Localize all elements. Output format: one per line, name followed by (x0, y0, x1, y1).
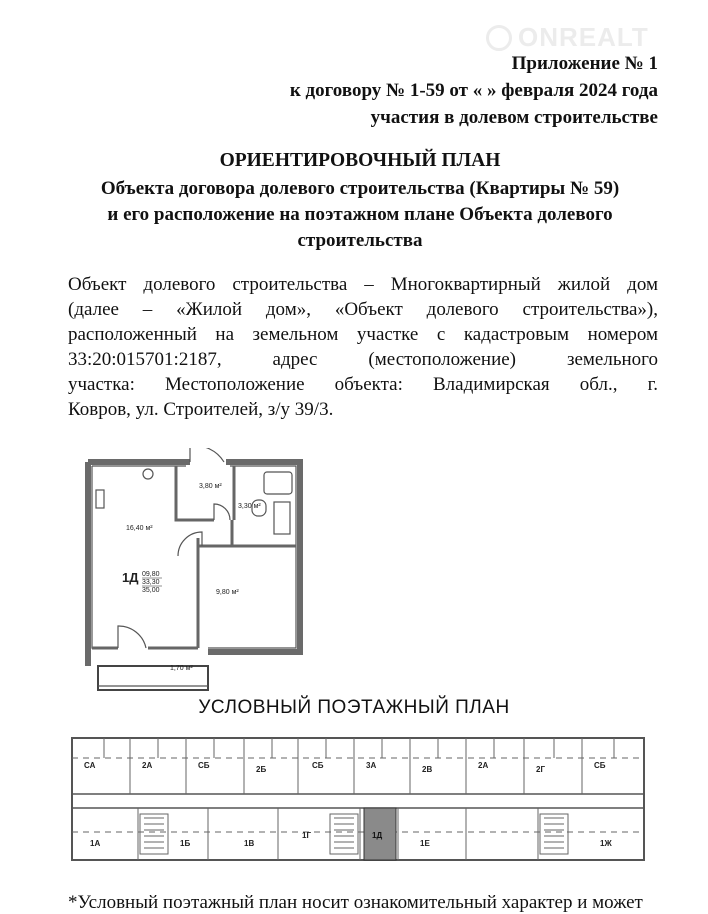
floor-plan (68, 728, 648, 868)
unit-label: 3А (366, 761, 377, 770)
unit-label: 1А (90, 839, 101, 848)
apartment-type: 1Д (122, 570, 139, 585)
unit-label: 1Ж (600, 839, 612, 848)
description-line: участка: Местоположение объекта: Владимирская обл., г. (68, 374, 658, 395)
appendix-header (290, 50, 658, 131)
room-area-bath: 3,30 м² (238, 503, 261, 510)
watermark (486, 22, 649, 53)
unit-label: 1В (244, 839, 255, 848)
document-title (30, 148, 690, 254)
description-line: 33:20:015701:2187, адрес (местоположение) земельного (68, 349, 658, 370)
unit-label: 1Г (302, 831, 311, 840)
description-line: (далее – «Жилой дом», «Объект долевого строительства»), (68, 299, 658, 320)
watermark-logo-icon (486, 25, 512, 51)
footnote: *Условный поэтажный план носит ознакомительный характер и может (68, 892, 643, 913)
contract-reference: к договору № 1-59 от « » февраля 2024 года (289, 80, 658, 101)
subtitle-line-2: и его расположение на поэтажном плане Объекта долевого (107, 204, 613, 225)
unit-label: 1Е (420, 839, 430, 848)
description-line: Ковров, ул. Строителей, з/у 39/3. (68, 399, 334, 420)
unit-label: СБ (594, 761, 606, 770)
subtitle-line-1: Объекта договора долевого строительства (Квартиры № 59) (100, 178, 620, 199)
unit-label: СБ (312, 761, 324, 770)
contract-type: участия в долевом строительстве (370, 107, 658, 128)
room-area-kitchen: 9,80 м² (216, 589, 239, 596)
room-area-balcony: 1,70 м² (170, 665, 193, 672)
unit-label: 2А (142, 761, 153, 770)
floor-plan-title: УСЛОВНЫЙ ПОЭТАЖНЫЙ ПЛАН (198, 697, 510, 718)
unit-label: 2Б (256, 765, 267, 774)
area-value-kitchen: 09,80 (142, 571, 160, 578)
unit-label: СА (84, 761, 96, 770)
appendix-number: Приложение № 1 (511, 53, 658, 74)
description-line: Объект долевого строительства – Многоквартирный жилой дом (68, 274, 658, 295)
watermark-text: ONREALT (518, 22, 649, 52)
apartment-plan (78, 448, 308, 696)
object-description (68, 272, 658, 422)
area-value-total: 35,00 (142, 587, 160, 594)
unit-label: 2Г (536, 765, 545, 774)
unit-label: СБ (198, 761, 210, 770)
area-value-living: 33,30 (142, 579, 160, 586)
subtitle-line-3: строительства (297, 230, 423, 251)
unit-label: 1Б (180, 839, 191, 848)
unit-label-highlighted: 1Д (372, 831, 383, 840)
unit-label: 2А (478, 761, 489, 770)
room-area-hall: 3,80 м² (199, 483, 222, 490)
apartment-walls (88, 462, 300, 666)
main-title: ОРИЕНТИРОВОЧНЫЙ ПЛАН (219, 150, 501, 171)
unit-label: 2В (422, 765, 433, 774)
room-area-living: 16,40 м² (126, 525, 153, 532)
description-line: расположенный на земельном участке с кадастровым номером (68, 324, 658, 345)
